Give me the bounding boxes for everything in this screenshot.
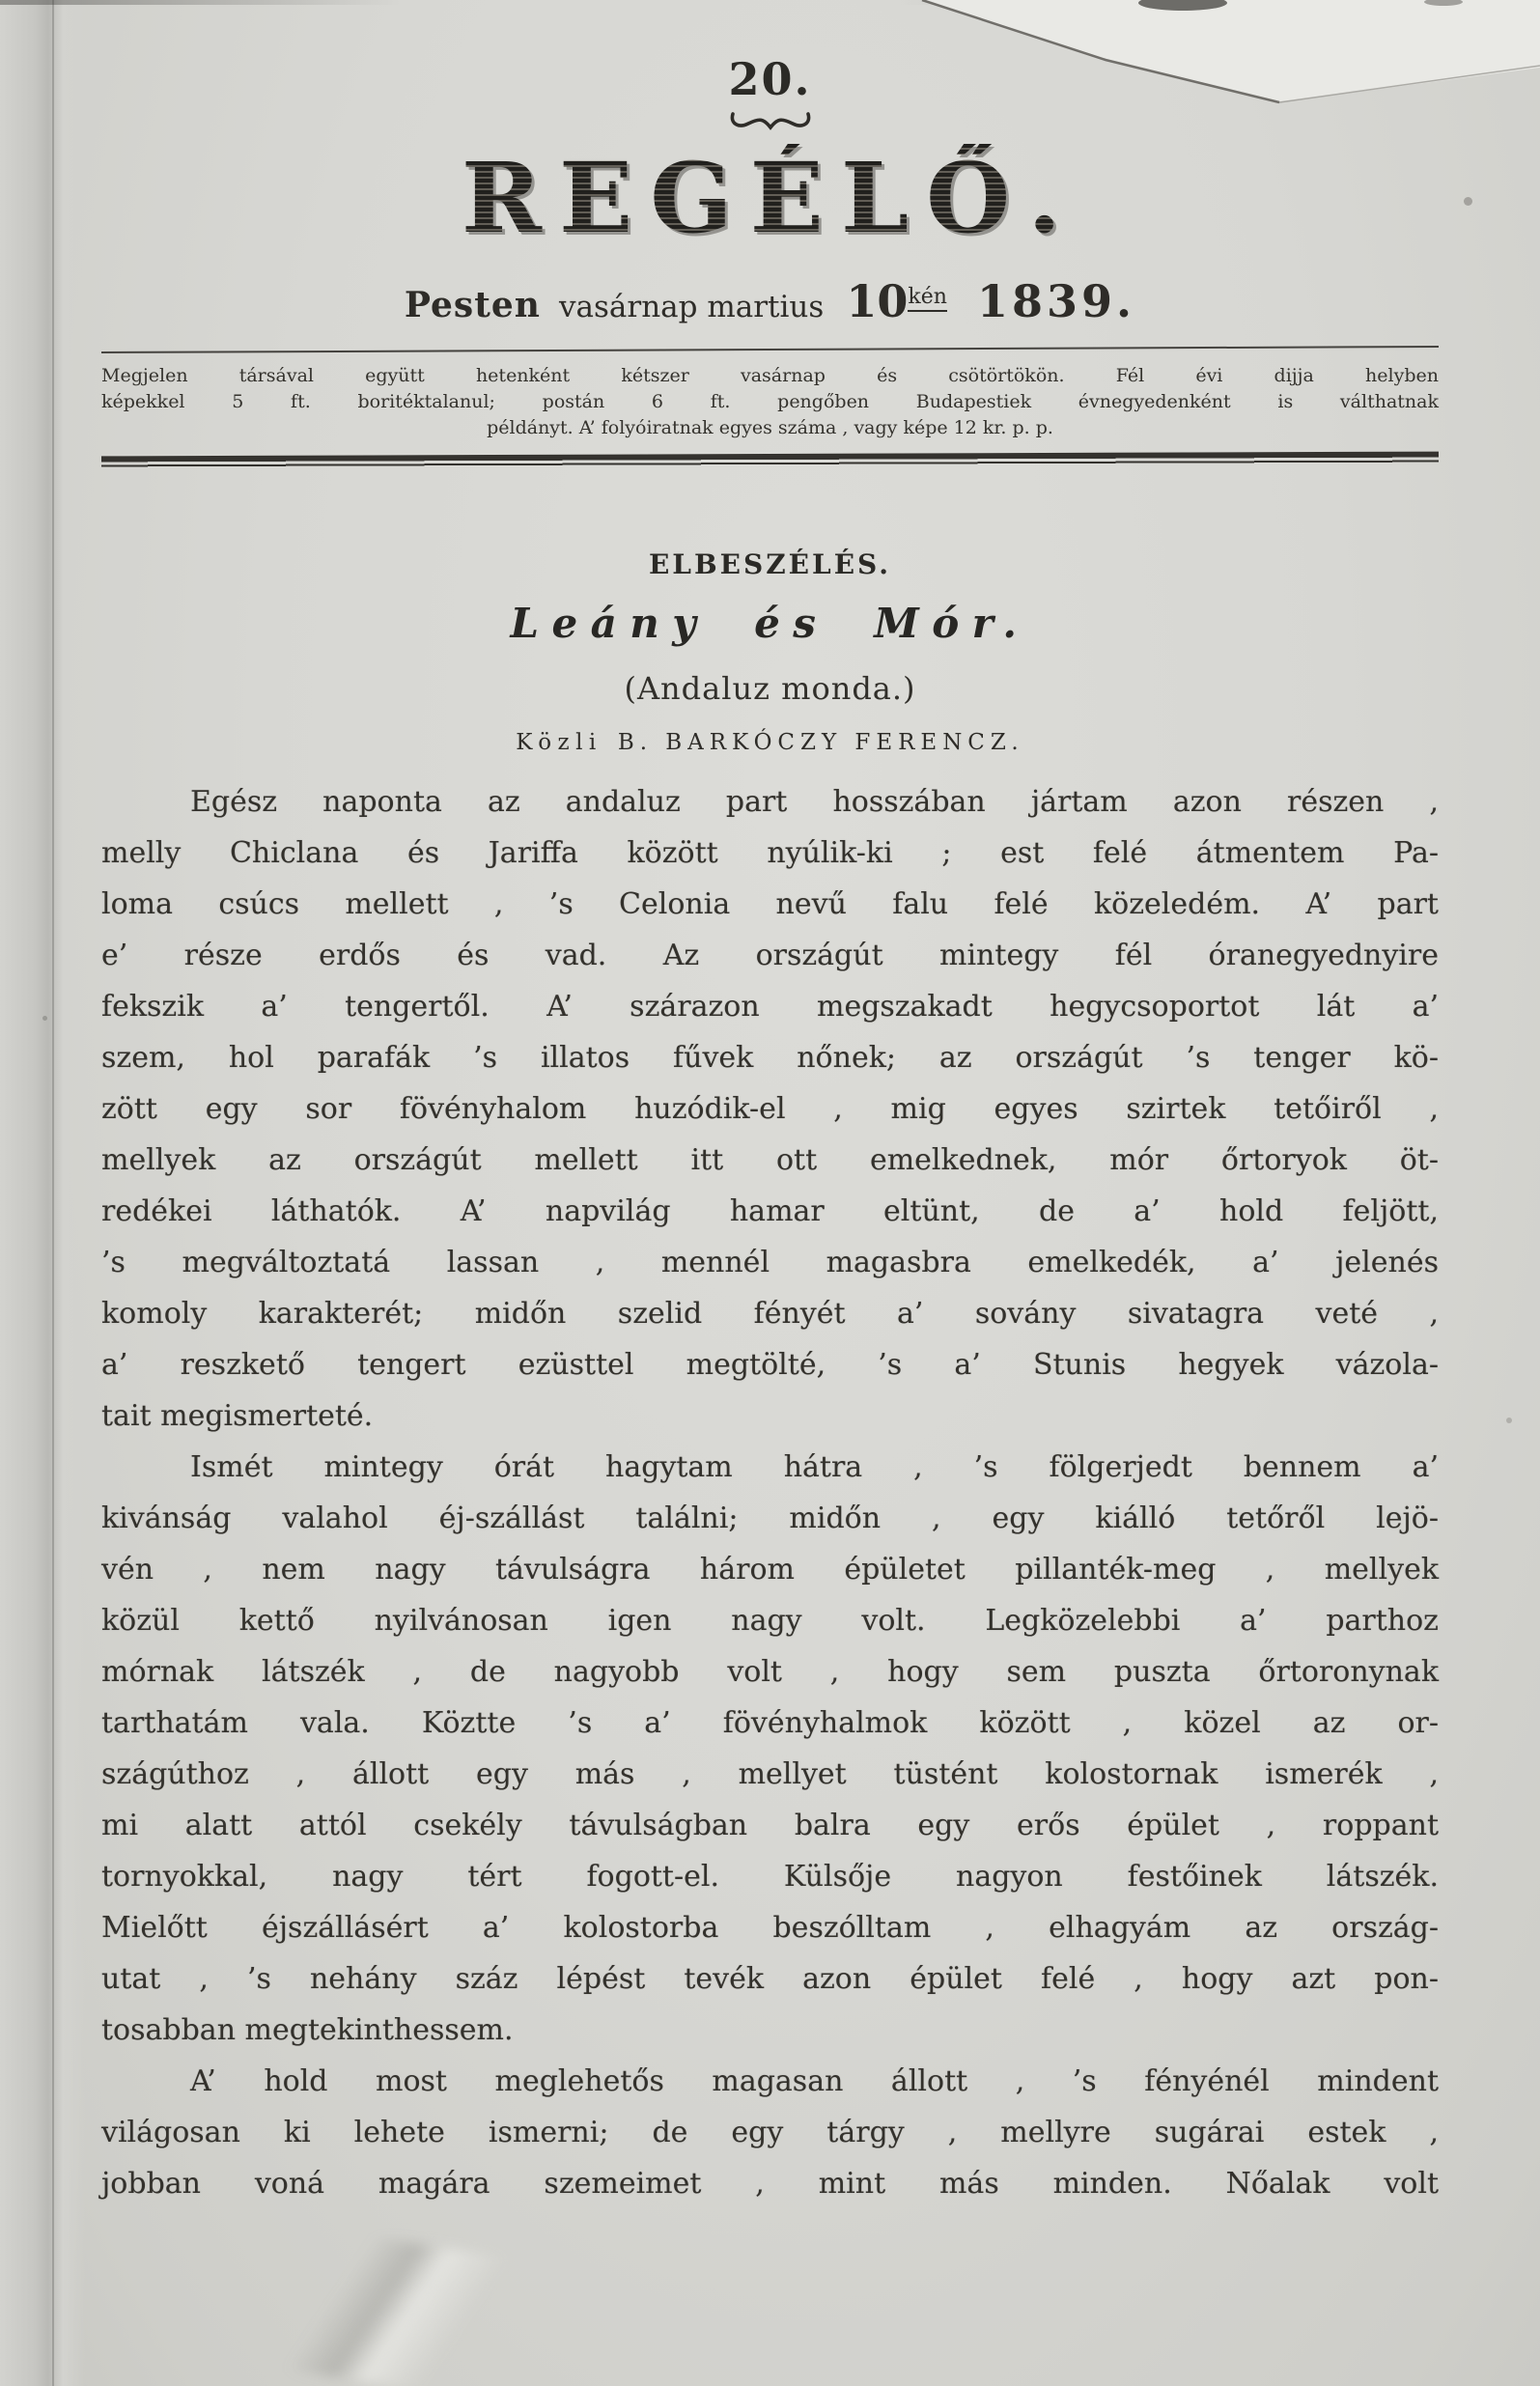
page-gutter-shadow bbox=[0, 0, 85, 2386]
body-text-line: komoly karakterét; midőn szelid fényét a’ sovány sivatagra veté , bbox=[101, 1297, 1439, 1331]
story-title: Leány és Mór. bbox=[510, 600, 1030, 647]
horizontal-rule-double bbox=[101, 452, 1439, 468]
ink-speck bbox=[1506, 1418, 1512, 1423]
body-text-line: mellyek az országút mellett itt ott emelkednek, mór őrtoryok öt- bbox=[101, 1143, 1439, 1177]
dateline-day-suffix: kén bbox=[908, 285, 947, 312]
body-text-line: vén , nem nagy távulságra három épületet pillanték-meg , mellyek bbox=[101, 1553, 1439, 1586]
ink-speck bbox=[42, 1016, 47, 1021]
body-text-line: szágúthoz , állott egy más , mellyet tüstént kolostornak ismerék , bbox=[101, 1757, 1439, 1791]
body-text-line: redékei láthatók. A’ napvilág hamar eltünt, de a’ hold feljött, bbox=[101, 1194, 1439, 1228]
byline-author: B. BARKÓCZY FERENCZ. bbox=[617, 730, 1024, 755]
publication-info-line: példányt. A’ folyóiratnak egyes száma , vagy képe 12 kr. p. p. bbox=[487, 417, 1053, 438]
body-text-line: mi alatt attól csekély távulságban balra egy erős épület , roppant bbox=[101, 1809, 1439, 1842]
body-text-line: a’ reszkető tengert ezüsttel megtölté, ’s a’ Stunis hegyek vázola- bbox=[101, 1348, 1439, 1382]
body-text-line: A’ hold most meglehetős magasan állott , ’s fényénél mindent bbox=[190, 2064, 1439, 2098]
body-text-line: tarthatám vala. Köztte ’s a’ fövényhalmok között , közel az or- bbox=[101, 1706, 1439, 1740]
body-text-line: loma csúcs mellett , ’s Celonia nevű falu felé közeledém. A’ part bbox=[101, 887, 1439, 921]
body-text-line: Mielőtt éjszállásért a’ kolostorba beszólltam , elhagyám az ország- bbox=[101, 1911, 1439, 1945]
byline bbox=[101, 730, 1439, 755]
story-subtitle: (Andaluz monda.) bbox=[624, 670, 916, 707]
body-text-line: melly Chiclana és Jariffa között nyúlik-ki ; est felé átmentem Pa- bbox=[101, 836, 1439, 870]
byline-prefix: Közli bbox=[516, 730, 602, 755]
section-heading: ELBESZÉLÉS. bbox=[648, 548, 892, 580]
body-text-line: világosan ki lehete ismerni; de egy tárgy , mellyre sugárai estek , bbox=[101, 2116, 1439, 2149]
brace-ornament-icon bbox=[729, 109, 812, 134]
body-text-line: utat , ’s nehány száz lépést tevék azon épület felé , hogy azt pon- bbox=[101, 1962, 1439, 1996]
dateline-city: Pesten bbox=[404, 285, 541, 325]
body-text-line: mórnak látszék , de nagyobb volt , hogy sem puszta őrtoronynak bbox=[101, 1655, 1439, 1689]
body-text-line: tosabban megtekinthessem. bbox=[101, 2013, 514, 2047]
body-text-line: közül kettő nyilvánosan igen nagy volt. Legközelebbi a’ parthoz bbox=[101, 1604, 1439, 1638]
article-body bbox=[101, 776, 1439, 2209]
body-text-line: tornyokkal, nagy tért fogott-el. Külsője nagyon festőinek látszék. bbox=[101, 1860, 1439, 1894]
dateline-year: 1839. bbox=[977, 275, 1136, 327]
paper-crease bbox=[155, 2205, 627, 2386]
publication-info bbox=[101, 363, 1439, 441]
body-text-line: Egész naponta az andaluz part hosszában jártam azon részen , bbox=[190, 785, 1439, 819]
page-content bbox=[101, 53, 1439, 2209]
dateline-day: 10 bbox=[846, 275, 909, 327]
ink-speck bbox=[1464, 197, 1472, 206]
body-text-line: szem, hol parafák ’s illatos fűvek nőnek; az országút ’s tenger kö- bbox=[101, 1041, 1439, 1075]
publication-info-line: Megjelen társával együtt hetenként kétszer vasárnap és csötörtökön. Fél évi dijja helyben bbox=[101, 365, 1439, 386]
body-text-line: fekszik a’ tengertől. A’ szárazon megszakadt hegycsoportot lát a’ bbox=[101, 990, 1439, 1024]
dateline bbox=[101, 275, 1439, 327]
body-text-line: ’s megváltoztatá lassan , mennél magasbra emelkedék, a’ jelenés bbox=[101, 1246, 1439, 1279]
issue-number: 20. bbox=[728, 53, 812, 105]
dateline-weekday-month: vasárnap martius bbox=[559, 290, 825, 324]
body-text-line: e’ része erdős és vad. Az országút mintegy fél óranegyednyire bbox=[101, 939, 1439, 972]
body-text-line: zött egy sor fövényhalom huzódik-el , mig egyes szirtek tetőiről , bbox=[101, 1092, 1439, 1126]
horizontal-rule-thin bbox=[101, 346, 1439, 353]
body-text-line: jobban voná magára szemeimet , mint más minden. Nőalak volt bbox=[101, 2167, 1439, 2201]
publication-info-line: képekkel 5 ft. boritéktalanul; postán 6 ft. pengőben Budapestiek évnegyedenként is válthatnak bbox=[101, 391, 1439, 412]
gutter-fold-line bbox=[52, 0, 54, 2386]
body-text-line: kivánság valahol éj-szállást találni; midőn , egy kiálló tetőről lejö- bbox=[101, 1502, 1439, 1535]
body-text-line: tait megismerteté. bbox=[101, 1399, 374, 1433]
masthead-title: REGÉLŐ. bbox=[101, 144, 1439, 252]
body-text-line: Ismét mintegy órát hagytam hátra , ’s fölgerjedt bennem a’ bbox=[190, 1450, 1439, 1484]
